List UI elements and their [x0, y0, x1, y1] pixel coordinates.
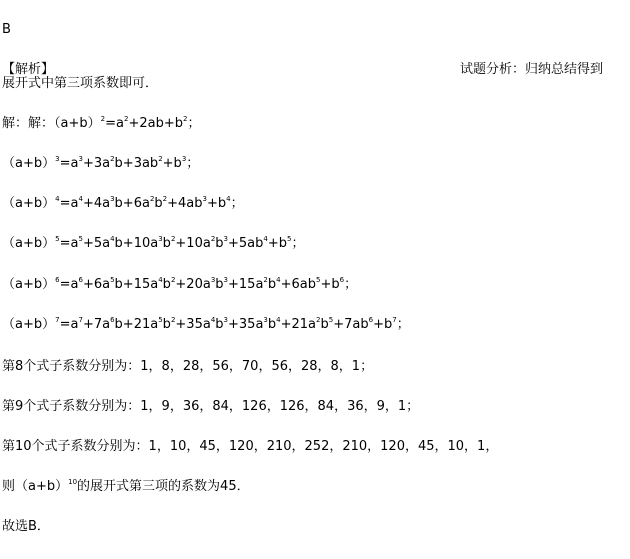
term-exponent: 2 [149, 195, 155, 203]
expansion-rhs [71, 277, 358, 292]
term-text: +5a [82, 236, 111, 251]
expansion-line-4: $(a+b)^4=a^4+4a^3b+6a^2b^2+4ab^3+b^4$； [2, 195, 244, 211]
term-text: b [267, 317, 277, 332]
term-text: b+3ab [114, 156, 159, 171]
expansion-lhs: （a+b） [2, 236, 56, 251]
expansion-power: 5 [55, 235, 60, 243]
term-exponent: 3 [223, 276, 229, 284]
term-text: a [116, 116, 124, 131]
term-exponent: 4 [263, 235, 268, 243]
expansion-line-2: 解：解：$(a+b)^2=a^2+2ab+b^2$； [2, 115, 201, 131]
expansion-line-7: $(a+b)^7=a^7+7a^6b+21a^5b^2+35a^4b^3+35a^3b^4+21a^2b^5+7ab^6+b^7$； [2, 316, 410, 332]
term-exponent: 5 [316, 276, 321, 284]
analysis-tag: 试题分析：归纳总结得到 [460, 62, 604, 77]
term-text: a [70, 236, 79, 251]
coefficients-line-10: 第10个式子系数分别为：1，10，45，120，210，252，210，120，45，10，1， [2, 439, 499, 454]
conclusion-pre: 则（a+b） [2, 479, 69, 494]
term-exponent: 5 [328, 316, 334, 324]
expansion-lhs: （a+b） [2, 156, 56, 171]
term-exponent: 2 [170, 316, 176, 324]
term-exponent: 3 [110, 195, 115, 203]
term-text: a [70, 196, 79, 211]
term-exponent: 3 [202, 195, 207, 203]
term-text: +b [320, 277, 340, 292]
term-exponent: 7 [392, 316, 397, 324]
term-exponent: 4 [210, 316, 216, 324]
answer-letter: B [2, 22, 11, 37]
expansion-rhs [116, 116, 200, 131]
term-text: +21a [280, 317, 317, 332]
conclusion [2, 479, 250, 495]
term-exponent: 5 [287, 235, 292, 243]
term-exponent: 5 [110, 276, 115, 284]
term-exponent: 3 [263, 316, 268, 324]
term-exponent: 2 [110, 155, 115, 163]
coefficients-line-8: 第8个式子系数分别为：1，8，28，56，70，56，28，8，1； [2, 359, 374, 374]
term-text: ； [230, 196, 244, 211]
term-exponent: 6 [339, 276, 345, 284]
term-text: b [215, 277, 224, 292]
solution-prefix: 解：解： [2, 116, 55, 131]
term-text: +3a [82, 156, 111, 171]
term-text: +7a [82, 317, 111, 332]
term-text: b [162, 236, 171, 251]
term-text: ； [186, 156, 200, 171]
term-text: +6a [82, 277, 111, 292]
term-text: b+6a [114, 196, 150, 211]
term-text: +b [207, 196, 227, 211]
term-exponent: 6 [368, 316, 374, 324]
expansion-rhs [71, 156, 200, 171]
conclusion-power: 10 [68, 478, 78, 486]
expansion-rhs [71, 317, 410, 332]
expansion-line-6: $(a+b)^6=a^6+6a^5b+15a^4b^2+20a^3b^3+15a^2b^4+6ab^5+b^6$； [2, 276, 358, 292]
term-exponent: 4 [226, 195, 231, 203]
term-text: b [162, 277, 171, 292]
expansion-power: 4 [55, 195, 60, 203]
term-text: b [267, 277, 277, 292]
term-text: a [70, 156, 79, 171]
term-text: +35a [228, 317, 264, 332]
final-answer: 故选B． [2, 519, 50, 534]
term-text: +4ab [167, 196, 203, 211]
term-text: b [162, 317, 171, 332]
expansion-power: 7 [55, 316, 60, 324]
term-text: +7ab [333, 317, 369, 332]
term-exponent: 2 [210, 235, 216, 243]
term-exponent: 5 [158, 316, 163, 324]
term-exponent: 4 [78, 195, 83, 203]
expansion-lhs: （a+b） [54, 116, 101, 131]
term-exponent: 4 [276, 316, 281, 324]
expansion-lhs: （a+b） [2, 277, 56, 292]
expansion-lhs: （a+b） [2, 196, 56, 211]
term-text: b+10a [114, 236, 159, 251]
term-exponent: 2 [123, 115, 129, 123]
expansion-power: 2 [100, 115, 106, 123]
term-exponent: 6 [110, 316, 115, 324]
term-exponent: 5 [78, 235, 83, 243]
term-exponent: 7 [78, 316, 83, 324]
term-exponent: 2 [182, 115, 188, 123]
term-text: +2ab+b [128, 116, 183, 131]
coefficients-line-9: 第9个式子系数分别为：1，9，36，84，126，126，84，36，9，1； [2, 399, 420, 414]
expansion-rhs [71, 236, 305, 251]
term-text: +4a [82, 196, 111, 211]
term-text: +b [267, 236, 288, 251]
term-text: b [215, 236, 224, 251]
term-text: a [70, 317, 79, 332]
term-text: +35a [175, 317, 211, 332]
term-exponent: 2 [170, 276, 176, 284]
term-exponent: 2 [162, 195, 168, 203]
term-text: ； [396, 317, 410, 332]
term-text: +10a [175, 236, 211, 251]
term-exponent: 4 [276, 276, 281, 284]
term-exponent: 3 [210, 276, 216, 284]
term-exponent: 2 [316, 316, 321, 324]
term-text: ； [344, 277, 358, 292]
term-text: b [215, 317, 224, 332]
analysis-label: 【解析】 [2, 62, 55, 77]
term-text: b [320, 317, 329, 332]
term-exponent: 3 [181, 155, 187, 163]
expansion-rhs [71, 196, 244, 211]
term-text: b [154, 196, 163, 211]
term-exponent: 4 [110, 235, 115, 243]
term-text: +15a [228, 277, 264, 292]
expansion-line-3: $(a+b)^3=a^3+3a^2b+3ab^2+b^3$； [2, 155, 200, 171]
expansion-line-5: $(a+b)^5=a^5+5a^4b+10a^3b^2+10a^2b^3+5ab^4+b^5$； [2, 235, 305, 251]
term-exponent: 3 [78, 155, 83, 163]
term-exponent: 6 [78, 276, 83, 284]
term-exponent: 3 [223, 235, 229, 243]
term-exponent: 2 [170, 235, 176, 243]
term-text: b+15a [114, 277, 159, 292]
term-text: ； [187, 116, 201, 131]
term-exponent: 2 [263, 276, 268, 284]
expansion-power: 6 [55, 276, 60, 284]
term-text: b+21a [114, 317, 159, 332]
term-text: ； [291, 236, 305, 251]
term-exponent: 4 [158, 276, 163, 284]
conclusion-post: 的展开式第三项的系数为45． [77, 479, 250, 494]
term-exponent: 2 [158, 155, 163, 163]
term-text: +6ab [280, 277, 317, 292]
term-text: +b [162, 156, 182, 171]
term-exponent: 3 [223, 316, 229, 324]
term-exponent: 3 [158, 235, 163, 243]
term-text: a [70, 277, 79, 292]
analysis-continuation: 展开式中第三项系数即可． [2, 76, 159, 91]
expansion-lhs: （a+b） [2, 317, 56, 332]
term-text: +5ab [228, 236, 264, 251]
expansion-power: 3 [55, 155, 60, 163]
term-text: +20a [175, 277, 211, 292]
term-text: +b [373, 317, 393, 332]
